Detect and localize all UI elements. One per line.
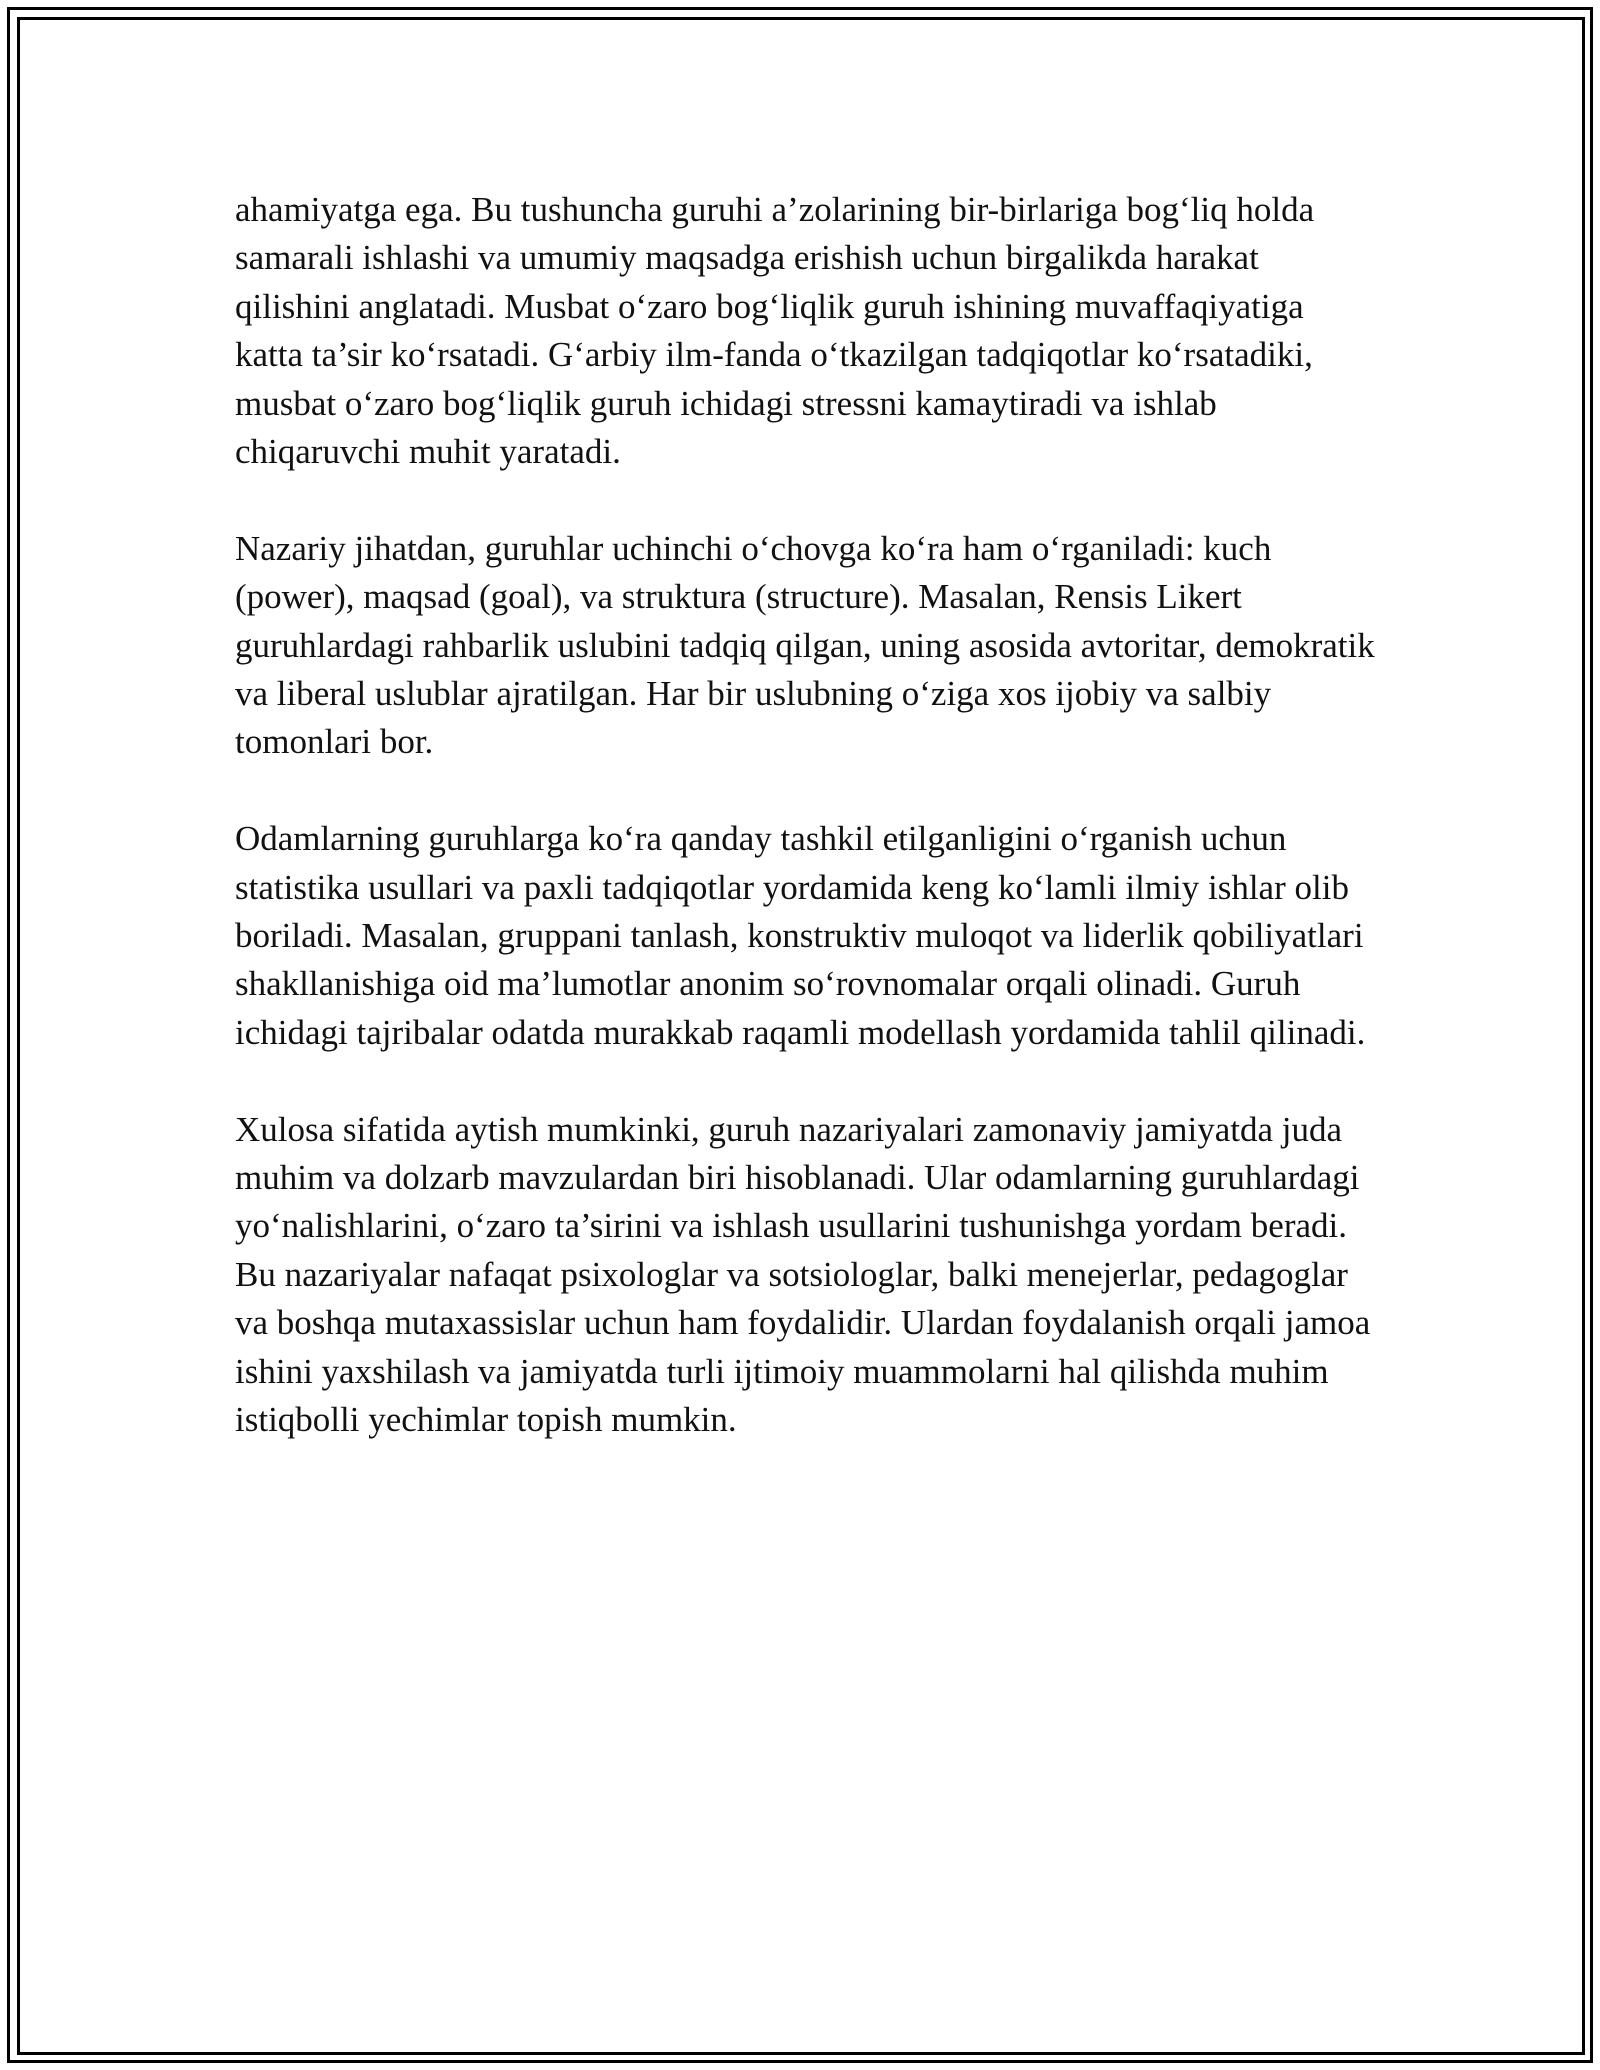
paragraph-2: Nazariy jihatdan, guruhlar uchinchi o‘chovga ko‘ra ham o‘rganiladi: kuch (power), maqsad (goal), va struktura (structure). Masalan, Rensis Likert guruhlardagi rahbarlik uslubini tadqiq qilgan, uning asosida avtoritar, demokratik va liberal uslublar ajratilgan. Har bir uslubning o‘ziga xos ijobiy va salbiy tomonlari bor. bbox=[235, 528, 1375, 762]
paragraph-1: ahamiyatga ega. Bu tushuncha guruhi a’zolarining bir-birlariga bog‘liq holda samarali ishlashi va umumiy maqsadga erishish uchun birgalikda harakat qilishini anglatadi. Musbat o‘zaro bog‘liqlik guruh ishining muvaffaqiyatiga katta ta’sir ko‘rsatadi. G‘arbiy ilm-fanda o‘tkazilgan tadqiqotlar ko‘rsatadiki, musbat o‘zaro bog‘liqlik guruh ichidagi stressni kamaytiradi va ishlab chiqaruvchi muhit yaratadi. bbox=[235, 190, 1315, 472]
paragraph-3: Odamlarning guruhlarga ko‘ra qanday tashkil etilganligini o‘rganish uchun statistika usullari va paxli tadqiqotlar yordamida keng ko‘lamli ilmiy ishlar olib boriladi. Masalan, gruppani tanlash, konstruktiv muloqot va liderlik qobiliyatlari shakllanishiga oid ma’lumotlar anonim so‘rovnomalar orqali olinadi. Guruh ichidagi tajribalar odatda murakkab raqamli modellash yordamida tahlil qilinadi. bbox=[235, 819, 1366, 1052]
paragraph-4: Xulosa sifatida aytish mumkinki, guruh nazariyalari zamonaviy jamiyatda juda muhim va dolzarb mavzulardan biri hisoblanadi. Ular odamlarning guruhlardagi yo‘nalishlarini, o‘zaro ta’sirini va ishlash usullarini tushunishga yordam beradi. Bu nazariyalar nafaqat psixologlar va sotsiologlar, balki menejerlar, pedagoglar va boshqa mutaxassislar uchun ham foydalidir. Ulardan foydalanish orqali jamoa ishini yaxshilash va jamiyatda turli ijtimoiy muammolarni hal qilishda muhim istiqbolli yechimlar topish mumkin. bbox=[235, 1109, 1371, 1440]
document-body bbox=[235, 186, 1375, 1445]
